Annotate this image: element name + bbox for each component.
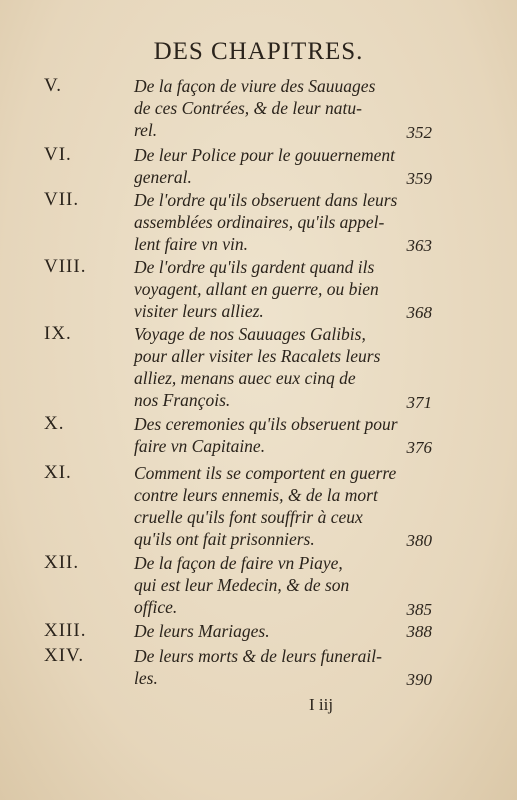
chapter-title xyxy=(134,189,434,255)
chapter-title-line: les. xyxy=(134,668,158,688)
chapter-title-line: De leurs Mariages. xyxy=(134,621,270,641)
chapter-title-line: office. xyxy=(134,597,178,617)
chapter-title-line: nos François. xyxy=(134,390,231,410)
chapter-title-line: general. xyxy=(134,167,192,187)
chapter-number: X. xyxy=(44,413,65,434)
chapter-title-line: lent faire vn vin. xyxy=(134,234,249,254)
page-number: 385 xyxy=(406,600,432,619)
page-number: 390 xyxy=(406,670,432,689)
chapter-title-line: assemblées ordinaires, qu'ils appel- xyxy=(134,212,385,232)
chapter-number: XIII. xyxy=(44,620,87,641)
chapter-title xyxy=(134,323,434,411)
chapter-title-line: Comment ils se comportent en guerre xyxy=(134,463,397,483)
page-number: 388 xyxy=(406,622,432,641)
chapter-number: IX. xyxy=(44,323,72,344)
chapter-title-line: alliez, menans auec eux cinq de xyxy=(134,368,356,388)
chapter-title-line: qu'ils ont fait prisonniers. xyxy=(134,529,315,549)
chapter-title-line: faire vn Capitaine. xyxy=(134,436,266,456)
chapter-title-line: De la façon de viure des Sauuages xyxy=(134,76,376,96)
chapter-number: VIII. xyxy=(44,256,87,277)
page-number: 368 xyxy=(406,303,432,322)
chapter-title xyxy=(134,552,434,618)
chapter-title-line: Des ceremonies qu'ils obseruent pour xyxy=(134,414,398,434)
chapter-number: VI. xyxy=(44,144,72,165)
chapter-title xyxy=(134,256,434,322)
page-number: 376 xyxy=(406,438,432,457)
page-number: 363 xyxy=(406,236,432,255)
chapter-title-line: De leur Police pour le gouuernement xyxy=(134,145,395,165)
page-number: 352 xyxy=(406,123,432,142)
chapter-title xyxy=(134,144,434,188)
chapter-title-line: qui est leur Medecin, & de son xyxy=(134,575,350,595)
chapter-title-line: visiter leurs alliez. xyxy=(134,301,264,321)
chapter-title-line: De leurs morts & de leurs funerail- xyxy=(134,646,382,666)
chapter-title xyxy=(134,645,434,689)
chapter-number: VII. xyxy=(44,189,80,210)
chapter-title xyxy=(134,75,434,141)
chapter-title-line: contre leurs ennemis, & de la mort xyxy=(134,485,378,505)
chapter-title xyxy=(134,462,434,550)
chapter-title-line: pour aller visiter les Racalets leurs xyxy=(134,346,381,366)
chapter-number: XI. xyxy=(44,462,72,483)
chapter-title-line: De la façon de faire vn Piaye, xyxy=(134,553,343,573)
chapter-number: XII. xyxy=(44,552,80,573)
signature-mark: I iij xyxy=(309,695,334,714)
chapter-title-line: de ces Contrées, & de leur natu- xyxy=(134,98,362,118)
chapter-title xyxy=(134,413,434,457)
page-heading: DES CHAPITRES. xyxy=(153,38,364,65)
chapter-title-line: rel. xyxy=(134,120,158,140)
page-number: 371 xyxy=(406,393,432,412)
chapter-title xyxy=(134,620,434,642)
chapter-title-line: voyagent, allant en guerre, ou bien xyxy=(134,279,379,299)
chapter-title-line: De l'ordre qu'ils obseruent dans leurs xyxy=(134,190,398,210)
page-number: 359 xyxy=(406,169,432,188)
chapter-number: V. xyxy=(44,75,63,96)
chapter-title-line: De l'ordre qu'ils gardent quand ils xyxy=(134,257,375,277)
chapter-number: XIV. xyxy=(44,645,85,666)
chapter-title-line: Voyage de nos Sauuages Galibis, xyxy=(134,324,366,344)
page-number: 380 xyxy=(406,531,432,550)
chapter-title-line: cruelle qu'ils font souffrir à ceux xyxy=(134,507,363,527)
